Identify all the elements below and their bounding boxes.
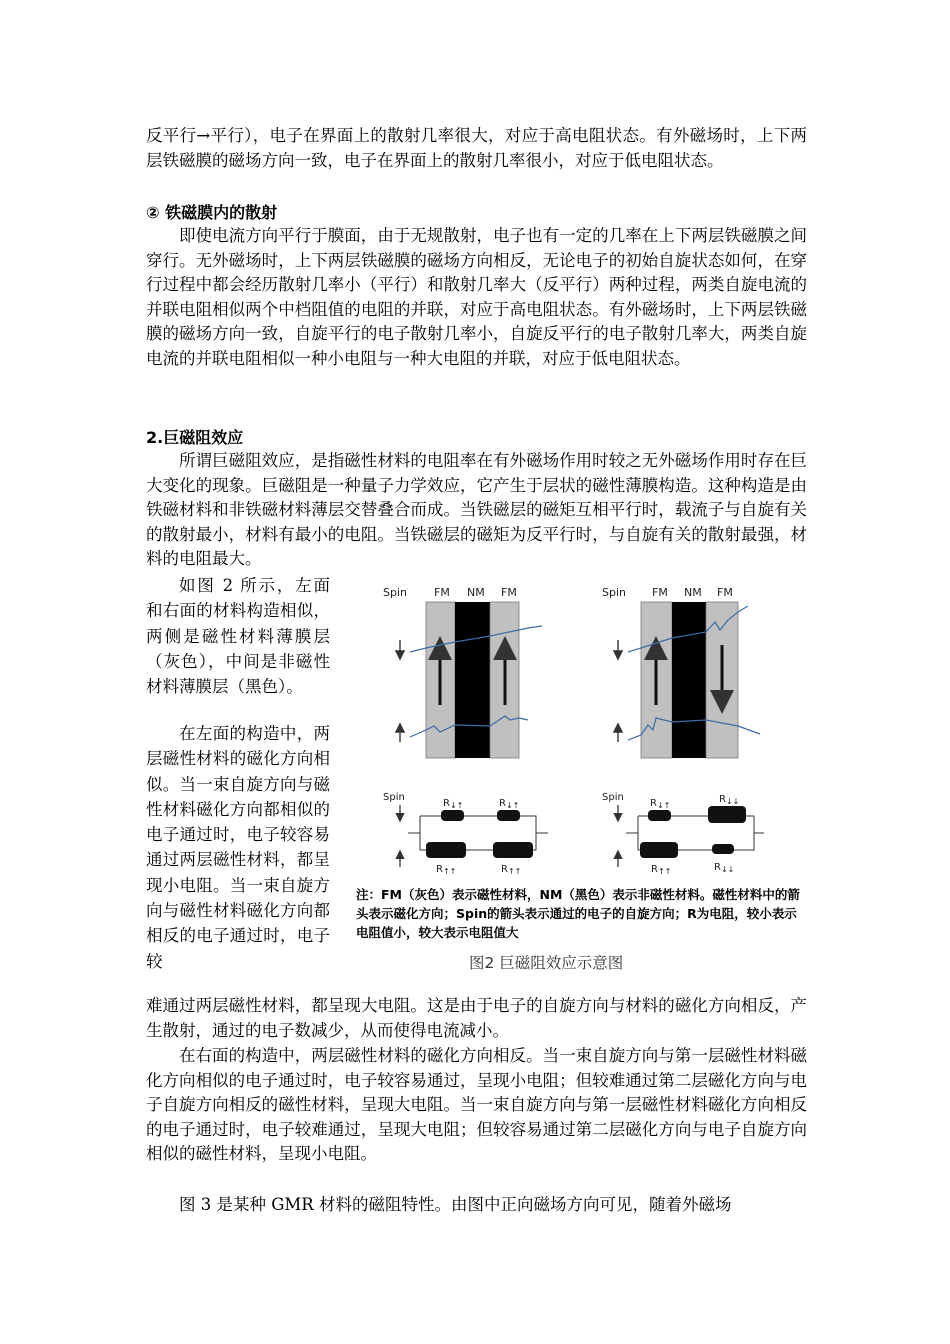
spin-label-right: Spin bbox=[602, 586, 626, 599]
paragraph-left-structure-cont: 难通过两层磁性材料，都呈现大电阻。这是由于电子的自旋方向与材料的磁化方向相反，产生散射，通过的电子数减少，从而使得电流减小。 bbox=[146, 996, 807, 1040]
resistor-large bbox=[426, 842, 466, 858]
nm-label-right: NM bbox=[684, 586, 702, 599]
resistor-large bbox=[708, 806, 746, 823]
resistor-small bbox=[648, 810, 671, 821]
fm-label-right-1: FM bbox=[652, 586, 668, 599]
paragraph-gmr-characteristic: 图 3 是某种 GMR 材料的磁阻特性。由图中正向磁场方向可见，随着外磁场 bbox=[179, 1195, 732, 1214]
paragraph-gmr-definition: 所谓巨磁阻效应，是指磁性材料的电阻率在有外磁场作用时较之无外磁场作用时存在巨大变化的现象。巨磁阻是一种量子力学效应，它产生于层状的磁性薄膜构造。这种构造是由铁磁材料和非铁磁材料薄层交替叠合而成。当铁磁层的磁矩互相平行时，载流子与自旋有关的散射最小，材料有最小的电阻。当铁磁层的磁矩为反平行时，与自旋有关的散射最强，材料的电阻最大。 bbox=[146, 451, 807, 569]
spin-label-left: Spin bbox=[383, 586, 407, 599]
gmr-diagram bbox=[350, 580, 808, 880]
gmr-figure bbox=[350, 580, 808, 980]
paragraph-continued: 反平行→平行），电子在界面上的散射几率很大，对应于高电阻状态。有外磁场时，上下两层铁磁膜的磁场方向一致，电子在界面上的散射几率很小，对应于低电阻状态。 bbox=[146, 126, 807, 170]
paragraph-figure-intro: 如图 2 所示，左面和右面的材料构造相似，两侧是磁性材料薄膜层（灰色），中间是非磁性材料薄膜层（黑色）。 bbox=[146, 576, 330, 697]
resistor-large bbox=[640, 842, 678, 858]
svg-text:R↓↑: $R_{↓↑}$ bbox=[443, 798, 464, 810]
svg-text:R↓↑: $R_{↓↑}$ bbox=[650, 798, 671, 810]
paragraph-film-scattering: 即使电流方向平行于膜面，由于无规散射，电子也有一定的几率在上下两层铁磁膜之间穿行。无外磁场时，上下两层铁磁膜的磁场方向相反，无论电子的初始自旋状态如何，在穿行过程中都会经历散射几率小（平行）和散射几率大（反平行）两种过程，两类自旋电流的并联电阻相似两个中档阻值的电阻的并联，对应于高电阻状态。有外磁场时，上下两层铁磁膜的磁场方向一致，自旋平行的电子散射几率小，自旋反平行的电子散射几率大，两类自旋电流的并联电阻相似一种小电阻与一种大电阻的并联，对应于低电阻状态。 bbox=[146, 226, 807, 368]
fm-label-right-2: FM bbox=[717, 586, 733, 599]
heading-film-scattering: ② 铁磁膜内的散射 bbox=[146, 203, 278, 222]
svg-text:R↓↓: $R_{↓↓}$ bbox=[719, 794, 740, 806]
heading-gmr: 2.巨磁阻效应 bbox=[146, 428, 244, 447]
nm-layer-right bbox=[672, 602, 706, 758]
resistor-small bbox=[497, 810, 520, 821]
paragraph-right-structure: 在右面的构造中，两层磁性材料的磁化方向相反。当一束自旋方向与第一层磁性材料磁化方向相似的电子通过时，电子较容易通过，呈现小电阻；但较难通过第二层磁化方向与电子自旋方向相反的磁性材料，呈现大电阻。当一束自旋方向与第一层磁性材料磁化方向相反的电子通过时，电子较难通过，呈现大电阻；但较容易通过第二层磁化方向与电子自旋方向相似的磁性材料，呈现小电阻。 bbox=[146, 1046, 807, 1164]
svg-text:R↑↑: $R_{↑↑}$ bbox=[651, 864, 672, 876]
nm-layer-left bbox=[455, 602, 490, 758]
svg-text:R↑↑: $R_{↑↑}$ bbox=[436, 864, 457, 876]
svg-text:R↑↑: $R_{↑↑}$ bbox=[501, 864, 522, 876]
nm-label-left: NM bbox=[467, 586, 485, 599]
spin-label-circuit-right: Spin bbox=[602, 792, 624, 803]
fm-label-left-2: FM bbox=[501, 586, 517, 599]
spin-label-circuit-left: Spin bbox=[383, 792, 405, 803]
fm-label-left-1: FM bbox=[434, 586, 450, 599]
resistor-large bbox=[493, 842, 533, 858]
figure-note: 注：FM（灰色）表示磁性材料，NM（黑色）表示非磁性材料。磁性材料中的箭头表示磁化方向；Spin的箭头表示通过的电子的自旋方向；R为电阻，较小表示电阻值小，较大表示电阻值大 bbox=[356, 887, 800, 940]
figure-caption: 图2 巨磁阻效应示意图 bbox=[469, 954, 624, 972]
resistor-small bbox=[441, 810, 464, 821]
svg-text:R↓↓: $R_{↓↓}$ bbox=[714, 862, 735, 874]
paragraph-left-structure: 在左面的构造中，两层磁性材料的磁化方向相似。当一束自旋方向与磁性材料磁化方向都相似的电子通过时，电子较容易通过两层磁性材料，都呈现小电阻。当一束自旋方向与磁性材料磁化方向都相反的电子通过时，电子较 bbox=[146, 724, 330, 971]
resistor-small bbox=[712, 844, 734, 854]
svg-text:R↓↑: $R_{↓↑}$ bbox=[499, 798, 520, 810]
